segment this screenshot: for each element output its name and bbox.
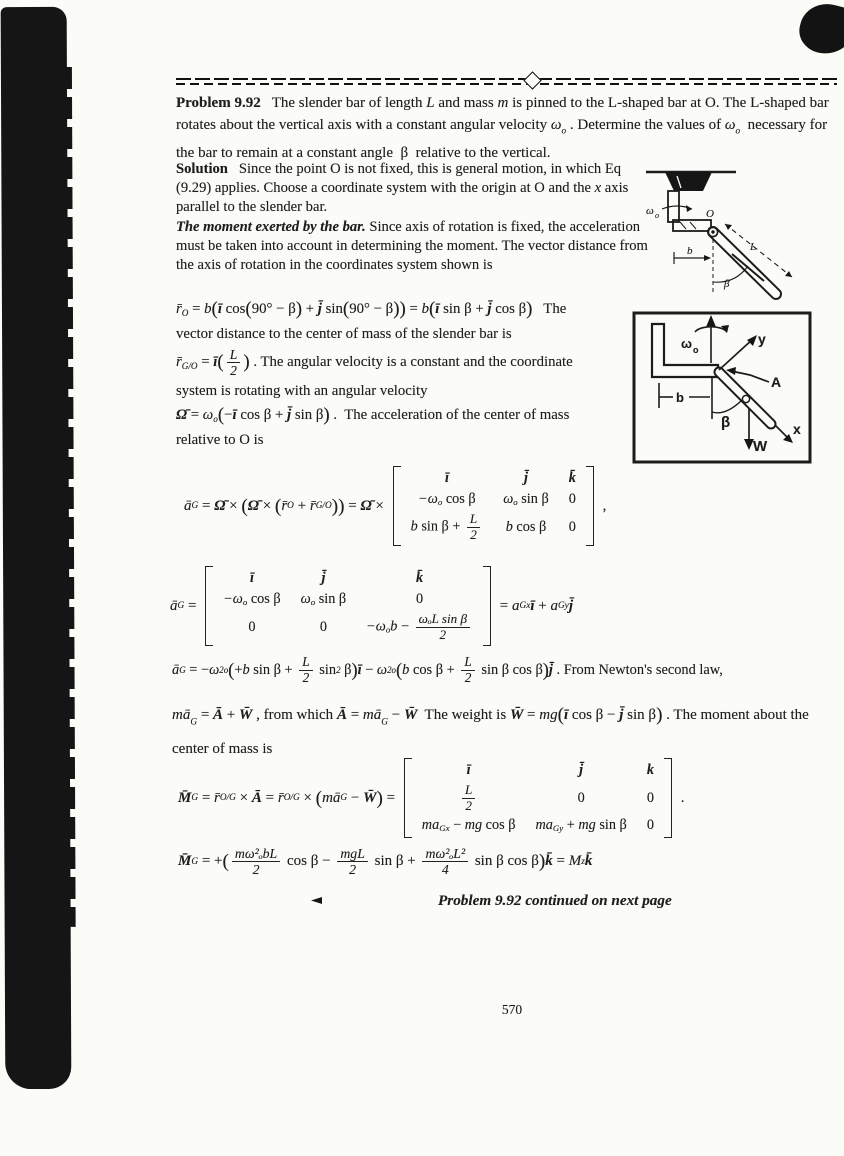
scan-artifact-corner-blob — [795, 0, 844, 60]
equation-acceleration-result: ā G = − ω 2 o ( + b sin β + $\frac{L}{2}$ sin 2 β ) ī − ω 2 o ( b cos β + $\frac{L}{2}$ sin β cos β ) j̄ . From Newton's second law, — [172, 654, 723, 685]
equation-acceleration-matrix-1: ā G = Ω̄ × ( Ω̄ × ( r̄ O + r̄ G/O ) ) = Ω̄ × ī j̄ k̄ −ωo cos β ωo sin β 0 b sin β + $\frac{L}{2}$ b cos β 0 , — [184, 466, 606, 546]
omega-label: ω — [681, 336, 692, 351]
b-dim-arrowhead — [704, 255, 711, 261]
newton-second-law-paragraph: $mā_G$ = Ā + W̄ , from which Ā = $mā_G$ − W̄ The weight is W̄ = mg(ī cos β − j̄ sin β) . The moment about the center of mass is — [172, 704, 813, 758]
length-arrowhead-top — [725, 224, 732, 230]
solution-intro — [176, 160, 656, 275]
y-axis — [719, 338, 754, 370]
text-vector-distance: vector distance to the center of mass of the slender bar is — [176, 325, 512, 342]
slender-bar-body — [713, 232, 776, 294]
decorative-header-rule — [176, 78, 837, 85]
equation-omega-vector: Ω̄ = ωo(−ī cos β + j̄ sin β) . The acceleration of the center of mass — [176, 404, 570, 426]
omega-sub-label: o — [655, 211, 659, 220]
page-number: 570 — [501, 1002, 523, 1017]
y-axis-arrowhead — [747, 335, 757, 346]
axis-up-arrowhead — [706, 315, 716, 327]
omega-label: ω — [646, 205, 654, 217]
solution-paragraph: Solution Since the point O is not fixed, this is general motion, in which Eq (9.29) applies. Choose a coordinate system with the origin at O and the x axis parallel to the slender bar. — [176, 161, 632, 216]
center-of-mass-marker — [742, 395, 749, 402]
offset-b-label: b — [687, 245, 693, 257]
equation-r-O: r̄O = b(ī cos(90° − β) + j̄ sin(90° − β)) = b(ī sin β + j̄ cos β) The — [176, 298, 567, 320]
omega-sub-label: o — [693, 345, 699, 355]
continued-notice: Problem 9.92 continued on next page — [438, 892, 672, 909]
beta-label: β — [721, 414, 731, 431]
beta-label: β — [724, 278, 730, 290]
derivation-column — [176, 296, 674, 453]
pivot-O-label: O — [706, 208, 714, 220]
ceiling-mount — [665, 172, 712, 191]
offset-b-label: b — [676, 390, 684, 405]
x-axis-label: x — [793, 421, 801, 437]
length-arrowhead-bottom — [785, 271, 792, 277]
scan-artifact-left-band — [1, 7, 72, 1089]
small-ink-mark — [311, 897, 322, 904]
dashed-line — [176, 78, 837, 80]
figure-coordinate-diagram — [632, 311, 812, 464]
equation-r-GO: r̄G/O = ī( $\frac{L}{2}$ ) . The angular velocity is a constant and the coordinate — [176, 346, 573, 379]
y-axis-label: y — [758, 331, 766, 347]
equation-acceleration-matrix-2: ā G = ī j̄ k̄ −ωo cos β ωo sin β 0 0 0 −ωob − $\frac{\text{ωₒL sin β}}{2}$ = a Gx ī + a Gy j̄ — [170, 566, 573, 646]
moment-paragraph: The moment exerted by the bar. Since axis of rotation is fixed, the acceleration must be taken into account in determining the moment. The vector distance from the axis of rotation in the coordinates system shown is — [176, 218, 652, 274]
equation-moment-result: M̄ G = + ( $\frac{\text{mω²ₒbL}}{2}$ cos β − $\frac{\text{mgL}}{2}$ sin β + $\frac{\text{mω²ₒL²}}{4}$ sin β cos β ) k̄ = M z k̄ — [178, 846, 593, 878]
arm-hatch — [690, 222, 696, 229]
text-system-rotating: system is rotating with an angular velocity — [176, 383, 428, 400]
arm-hatch — [680, 222, 686, 229]
diamond-ornament — [523, 71, 541, 89]
beta-arc — [712, 401, 741, 413]
W-label: W — [753, 438, 768, 455]
text-relative-to-O: relative to O is — [176, 432, 264, 449]
dashed-line — [176, 83, 837, 85]
equation-moment-matrix: M̄ G = r̄ O/G × Ā = r̄ O/G × ( mā G − W̄ ) = ī j̄ k $\frac{L}{2}$ 0 0 maGx − mg cos β maGy + mg sin β 0 . — [178, 758, 684, 838]
pin-center — [711, 230, 714, 233]
rotation-arrowhead — [686, 205, 692, 212]
problem-statement: Problem 9.92 The slender bar of length L and mass m is pinned to the L-shaped bar at O. The L-shaped bar rotates about the vertical axis with a constant angular velocity $\omega_o$ . Determine the values of $\omega_o$ necessary for the bar to remain at a constant angle β relative to the vertical. — [176, 95, 833, 162]
A-force-arrow — [731, 371, 769, 382]
A-label: A — [771, 374, 782, 390]
figure-problem-sketch — [640, 164, 844, 306]
length-L-label: L — [750, 241, 757, 253]
